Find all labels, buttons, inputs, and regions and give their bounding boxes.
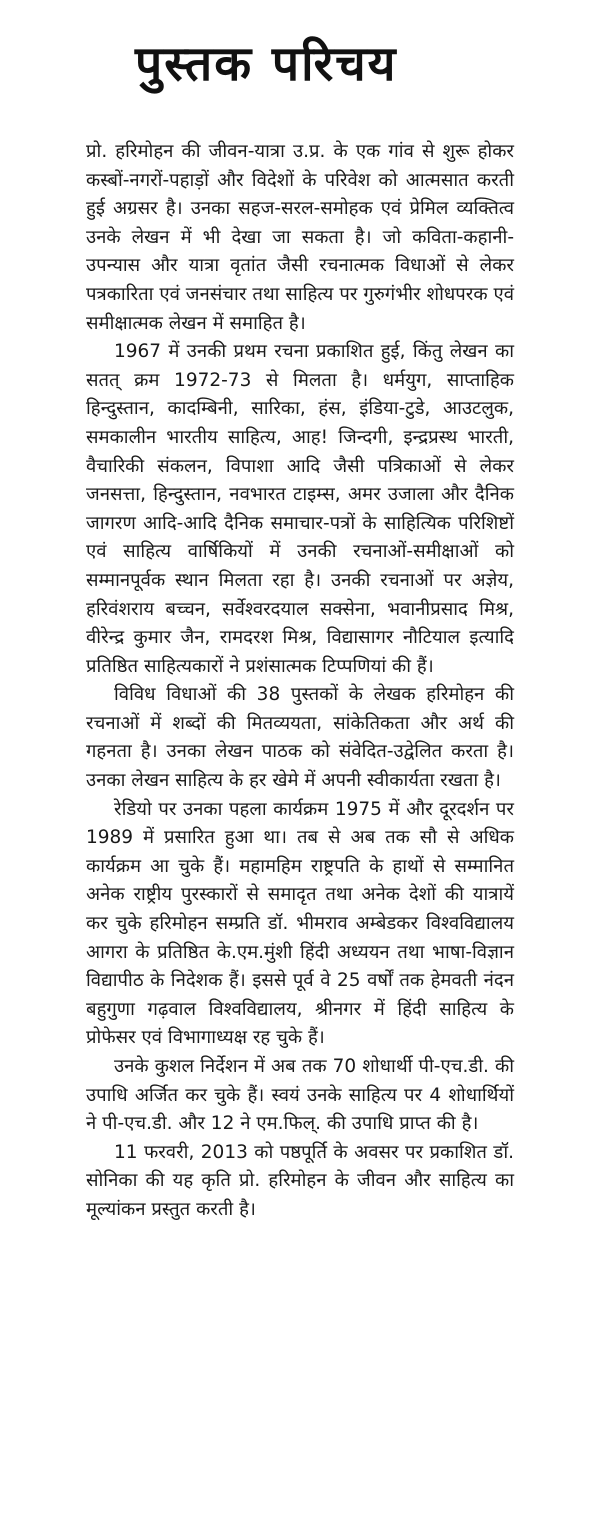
page-title: पुस्तक परिचय xyxy=(135,36,398,92)
paragraph-book-note: 11 फरवरी, 2013 को पष्ठपूर्ति के अवसर पर प्रकाशित डॉ. सोनिका की यह कृति प्रो. हरिमोहन के जीवन और साहित्य का मूल्यांकन प्रस्तुत करती है। xyxy=(86,1141,514,1220)
paragraph-career: रेडियो पर उनका पहला कार्यक्रम 1975 में और दूरदर्शन पर 1989 में प्रसारित हुआ था। तब से अब तक सौ से अधिक कार्यक्रम आ चुके हैं। महामहिम राष्ट्रपति के हाथों से सम्मानित अनेक राष्ट्रीय पुरस्कारों से समादृत तथा अनेक देशों की यात्रायें कर चुके हरिमोहन सम्प्रति डॉ. भीमराव अम्बेडकर विश्वविद्यालय आगरा के प्रतिष्ठित के.एम.मुंशी हिंदी अध्ययन तथा भाषा-विज्ञान विद्यापीठ के निदेशक हैं। इससे पूर्व वे 25 वर्षों तक हेमवती नंदन बहुगुणा गढ़वाल विश्वविद्यालय, श्रीनगर में हिंदी साहित्य के प्रोफेसर एवं विभागाध्यक्ष रह चुके हैं। xyxy=(86,798,514,1049)
paragraph-books: विविध विधाओं की 38 पुस्तकों के लेखक हरिमोहन की रचनाओं में शब्दों की मितव्ययता, सांकेतिकता और अर्थ की गहनता है। उनका लेखन पाठक को संवेदित-उद्वेलित करता है। उनका लेखन साहित्य के हर खेमे में अपनी स्वीकार्यता रखता है। xyxy=(86,684,514,792)
paragraph-publications: 1967 में उनकी प्रथम रचना प्रकाशित हुई, किंतु लेखन का सतत् क्रम 1972-73 से मिलता है। धर्मयुग, साप्ताहिक हिन्दुस्तान, कादम्बिनी, सारिका, हंस, इंडिया-टुडे, आउटलुक, समकालीन भारतीय साहित्य, आह! जिन्दगी, इन्द्रप्रस्थ भारती, वैचारिकी संकलन, विपाशा आदि जैसी पत्रिकाओं से लेकर जनसत्ता, हिन्दुस्तान, नवभारत टाइम्स, अमर उजाला और दैनिक जागरण आदि-आदि दैनिक समाचार-पत्रों के साहित्यिक परिशिष्टों एवं साहित्य वार्षिकियों में उनकी रचनाओं-समीक्षाओं को सम्मानपूर्वक स्थान मिलता रहा है। उनकी रचनाओं पर अज्ञेय, हरिवंशराय बच्चन, सर्वेश्वरदयाल सक्सेना, भवानीप्रसाद मिश्र, वीरेन्द्र कुमार जैन, रामदरश मिश्र, विद्यासागर नौटियाल इत्यादि प्रतिष्ठित साहित्यकारों ने प्रशंसात्मक टिप्पणियां की हैं। xyxy=(86,341,514,677)
article-body xyxy=(86,138,514,1225)
paragraph-intro: प्रो. हरिमोहन की जीवन-यात्रा उ.प्र. के एक गांव से शुरू होकर कस्बों-नगरों-पहाड़ों और विदेशों के परिवेश को आत्मसात करती हुई अग्रसर है। उनका सहज-सरल-समोहक एवं प्रेमिल व्यक्तित्व उनके लेखन में भी देखा जा सकता है। जो कविता-कहानी-उपन्यास और यात्रा वृतांत जैसी रचनात्मक विधाओं से लेकर पत्रकारिता एवं जनसंचार तथा साहित्य पर गुरुगंभीर शोधपरक एवं समीक्षात्मक लेखन में समाहित है। xyxy=(86,141,514,334)
paragraph-research: उनके कुशल निर्देशन में अब तक 70 शोधार्थी पी-एच.डी. की उपाधि अर्जित कर चुके हैं। स्वयं उनके साहित्य पर 4 शोधार्थियों ने पी-एच.डी. और 12 ने एम.फिल्. की उपाधि प्राप्त की है। xyxy=(86,1056,514,1135)
